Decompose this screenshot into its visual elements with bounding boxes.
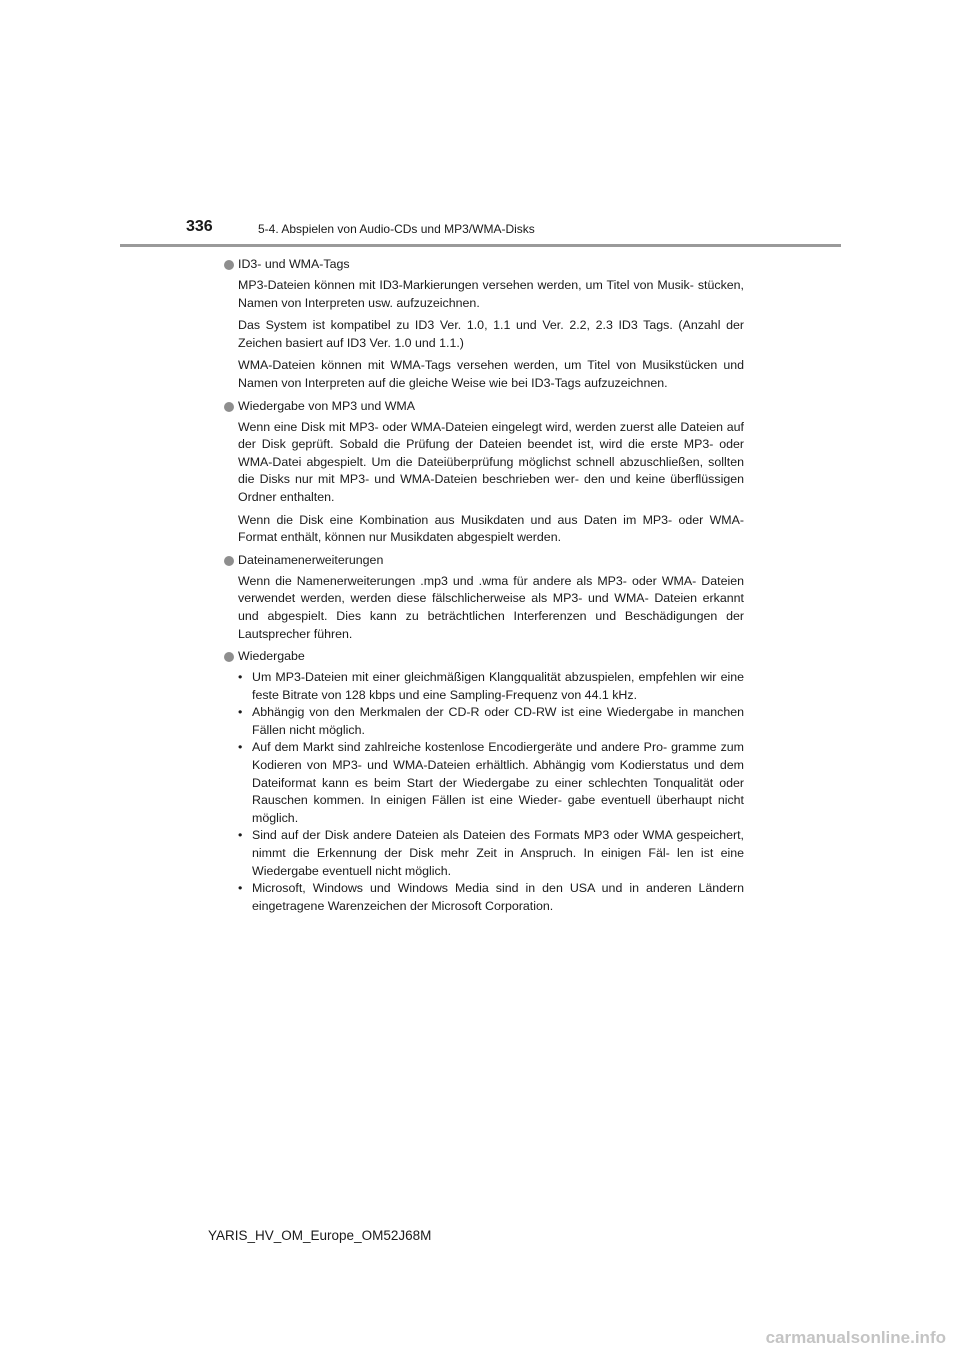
list-item	[238, 669, 744, 704]
header-divider	[120, 244, 841, 247]
topic-heading-text: Dateinamenerweiterungen	[238, 552, 384, 567]
list-bullet: •	[238, 828, 243, 843]
list-item	[238, 827, 744, 880]
topic-heading-text: ID3- und WMA-Tags	[238, 257, 350, 272]
topic-heading	[224, 552, 744, 570]
filled-circle-bullet-icon	[224, 402, 234, 412]
list-item	[238, 704, 744, 739]
topic-file-extensions	[224, 552, 744, 643]
paragraph: Wenn die Disk eine Kombination aus Musikdaten und aus Daten im MP3- oder WMA-Format enthält, können nur Musikdaten abgespielt werden.	[238, 512, 744, 545]
playback-notes-list	[238, 669, 744, 915]
filled-circle-bullet-icon	[224, 556, 234, 566]
list-bullet: •	[238, 740, 243, 755]
topic-playback	[224, 648, 744, 915]
running-header-section-title: 5-4. Abspielen von Audio-CDs und MP3/WMA-Disks	[258, 222, 535, 236]
list-bullet: •	[238, 881, 243, 896]
list-item	[238, 880, 744, 915]
list-item	[238, 739, 744, 827]
list-item-text: Microsoft, Windows und Windows Media sind in den USA und in anderen Ländern eingetragene Warenzeichen der Microsoft Corporation.	[252, 881, 744, 913]
watermark: carmanualsonline.info	[765, 1328, 946, 1347]
topic-heading-text: Wiedergabe von MP3 und WMA	[238, 398, 415, 413]
list-item-text: Auf dem Markt sind zahlreiche kostenlose Encodiergeräte und andere Pro- gramme zum Kodieren von MP3- und WMA-Dateien erhältlich. Abhängig vom Kodierstatus und dem Dateiformat kann es beim Start der Wiedergabe zu einer schlechten Tonqualität oder Rauschen kommen. In einigen Fällen ist eine Wieder- gabe eventuell überhaupt nicht möglich.	[252, 740, 744, 825]
page-body	[224, 256, 744, 918]
list-bullet: •	[238, 670, 243, 685]
topic-heading-text: Wiedergabe	[238, 649, 305, 664]
filled-circle-bullet-icon	[224, 652, 234, 662]
topic-heading	[224, 256, 744, 274]
paragraph: Wenn die Namenerweiterungen .mp3 und .wma für andere als MP3- oder WMA- Dateien verwendet werden, werden diese fälschlicherweise als MP3- und WMA- Dateien erkannt und abgespielt. Dies kann zu beträchtlichen Interferenzen und Beschädigungen der Lautsprecher führen.	[238, 573, 744, 641]
filled-circle-bullet-icon	[224, 260, 234, 270]
topic-mp3-wma-playback	[224, 398, 744, 547]
paragraph: Wenn eine Disk mit MP3- oder WMA-Dateien eingelegt wird, werden zuerst alle Dateien auf der Disk geprüft. Sobald die Prüfung der Dateien beendet ist, wird die erste MP3- oder WMA-Datei abgespielt. Um die Dateiüberprüfung möglichst schnell abzuschließen, sollten die Disks nur mit MP3- und WMA-Dateien beschrieben wer- den und keine überflüssigen Ordner enthalten.	[238, 419, 744, 504]
list-item-text: Abhängig von den Merkmalen der CD-R oder CD-RW ist eine Wiedergabe in manchen Fällen nicht möglich.	[252, 705, 744, 737]
paragraph: WMA-Dateien können mit WMA-Tags versehen werden, um Titel von Musikstücken und Namen von Interpreten auf die gleiche Weise wie bei ID3-Tags aufzuzeichnen.	[238, 358, 744, 390]
topic-id3-wma-tags	[224, 256, 744, 393]
paragraph: Das System ist kompatibel zu ID3 Ver. 1.0, 1.1 und Ver. 2.2, 2.3 ID3 Tags. (Anzahl der Zeichen basiert auf ID3 Ver. 1.0 und 1.1.)	[238, 318, 744, 350]
list-bullet: •	[238, 705, 243, 720]
list-item-text: Um MP3-Dateien mit einer gleichmäßigen Klangqualität abzuspielen, empfehlen wir eine feste Bitrate von 128 kbps und eine Sampling-Frequenz von 44.1 kHz.	[252, 670, 744, 702]
document-code: YARIS_HV_OM_Europe_OM52J68M	[208, 1228, 432, 1243]
page-number: 336	[186, 218, 213, 235]
topic-heading	[224, 648, 744, 666]
paragraph: MP3-Dateien können mit ID3-Markierungen versehen werden, um Titel von Musik- stücken, Namen von Interpreten usw. aufzuzeichnen.	[238, 278, 744, 310]
topic-heading	[224, 398, 744, 416]
list-item-text: Sind auf der Disk andere Dateien als Dateien des Formats MP3 oder WMA gespeichert, nimmt die Erkennung der Disk mehr Zeit in Anspruch. In einigen Fäl- len ist eine Wiedergabe eventuell nicht möglich.	[252, 828, 744, 878]
